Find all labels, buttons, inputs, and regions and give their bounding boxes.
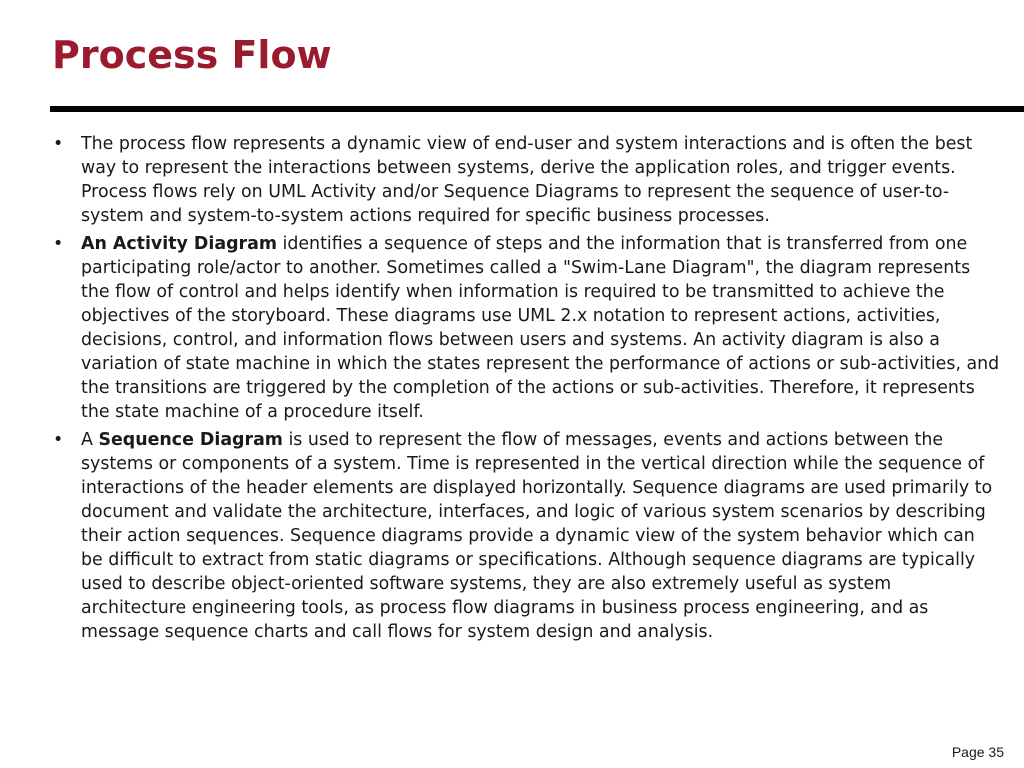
bullet-list (50, 132, 1000, 648)
bullet-text: identifies a sequence of steps and the information that is transferred from one participating role/actor to another. Sometimes called a "Swim-Lane Diagram", the diagram represents the flow of control and helps identify when information is required to be transmitted to achieve the objectives of the storyboard. These diagrams use UML 2.x notation to represent actions, activities, decisions, control, and information flows between users and systems. An activity diagram is also a variation of state machine in which the states represent the performance of actions or sub-activities, and the transitions are triggered by the completion of the actions or sub-activities. Therefore, it represents the state machine of a procedure itself. (81, 234, 1000, 422)
bullet-dot-icon: • (53, 234, 64, 254)
slide-title: Process Flow (52, 33, 332, 77)
bullet-dot-icon: • (53, 134, 64, 154)
bullet-text: The process flow represents a dynamic view of end-user and system interactions and is often the best way to represent the interactions between systems, derive the application roles, and trigger events. Process flows rely on UML Activity and/or Sequence Diagrams to represent the sequence of user-to-system and system-to-system actions required for specific business processes. (81, 134, 973, 226)
page-number: Page 35 (951, 744, 1004, 760)
bullet-activity-diagram (50, 232, 1000, 424)
bullet-bold-term: Sequence Diagram (98, 430, 283, 450)
bullet-text: is used to represent the flow of messages, events and actions between the systems or components of a system. Time is represented in the vertical direction while the sequence of interactions of the header elements are displayed horizontally. Sequence diagrams are used primarily to document and validate the architecture, interfaces, and logic of various system scenarios by describing their action sequences. Sequence diagrams provide a dynamic view of the system behavior which can be difficult to extract from static diagrams or specifications. Although sequence diagrams are typically used to describe object-oriented software systems, they are also extremely useful as system architecture engineering tools, as process flow diagrams in business process engineering, and as message sequence charts and call flows for system design and analysis. (81, 430, 993, 642)
bullet-sequence-diagram (50, 428, 1000, 644)
bullet-lead: A (81, 430, 99, 450)
title-divider (50, 106, 1024, 112)
bullet-dot-icon: • (53, 430, 64, 450)
bullet-process-flow (50, 132, 1000, 228)
bullet-bold-term: An Activity Diagram (81, 234, 277, 254)
